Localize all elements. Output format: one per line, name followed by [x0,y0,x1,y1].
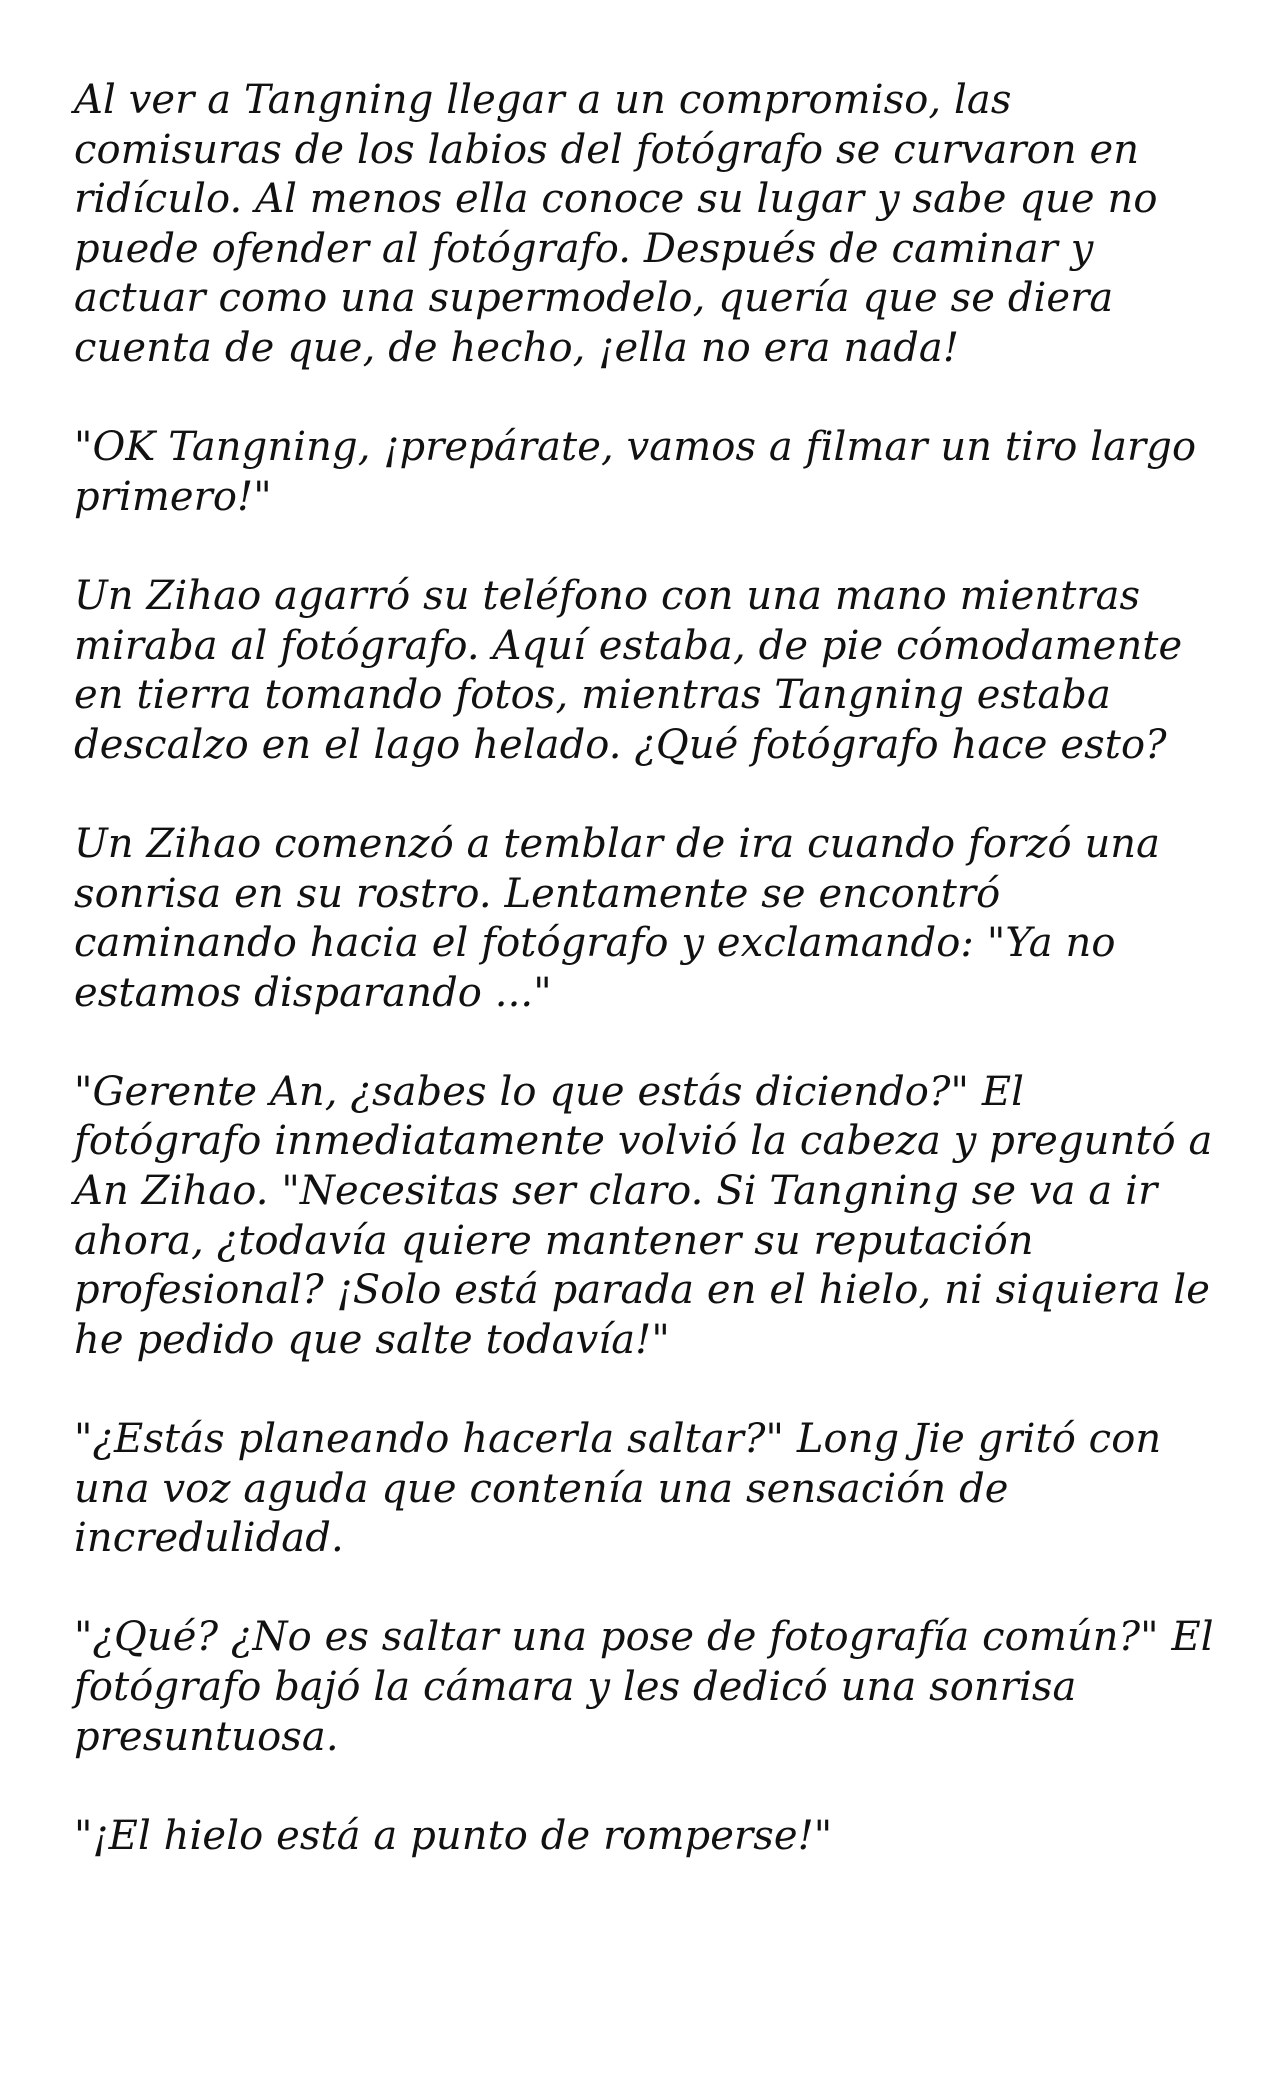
paragraph-4: Un Zihao comenzó a temblar de ira cuando forzó una sonrisa en su rostro. Lentamente se encontró caminando hacia el fotógrafo y exclamando: "Ya no estamos disparando ..." [74,820,1161,1016]
paragraph-6: "¿Estás planeando hacerla saltar?" Long Jie gritó con una voz aguda que contenía una sensación de incredulidad. [74,1416,1162,1562]
paragraph-5: "Gerente An, ¿sabes lo que estás diciendo?" El fotógrafo inmediatamente volvió la cabeza y preguntó a An Zihao. "Necesitas ser claro. Si Tangning se va a ir ahora, ¿todavía quiere mantener su reputación profesional? ¡Solo está parada en el hielo, ni siquiera le he pedido que salte todavía!" [74,1068,1213,1363]
paragraph-2: "OK Tangning, ¡prepárate, vamos a filmar un tiro largo primero!" [74,424,1197,520]
paragraph-7: "¿Qué? ¿No es saltar una pose de fotografía común?" El fotógrafo bajó la cámara y les dedicó una sonrisa presuntuosa. [74,1614,1214,1760]
paragraph-8: "¡El hielo está a punto de romperse!" [74,1812,833,1859]
paragraph-3: Un Zihao agarró su teléfono con una mano mientras miraba al fotógrafo. Aquí estaba, de pie cómodamente en tierra tomando fotos, mientras Tangning estaba descalzo en el lago helado. ¿Qué fotógrafo hace esto? [74,572,1183,768]
story-text [74,76,1214,1861]
paragraph-1: Al ver a Tangning llegar a un compromiso, las comisuras de los labios del fotógrafo se curvaron en ridículo. Al menos ella conoce su lugar y sabe que no puede ofender al fotógrafo. Después de caminar y actuar como una supermodelo, quería que se diera cuenta de que, de hecho, ¡ella no era nada! [74,77,1158,371]
